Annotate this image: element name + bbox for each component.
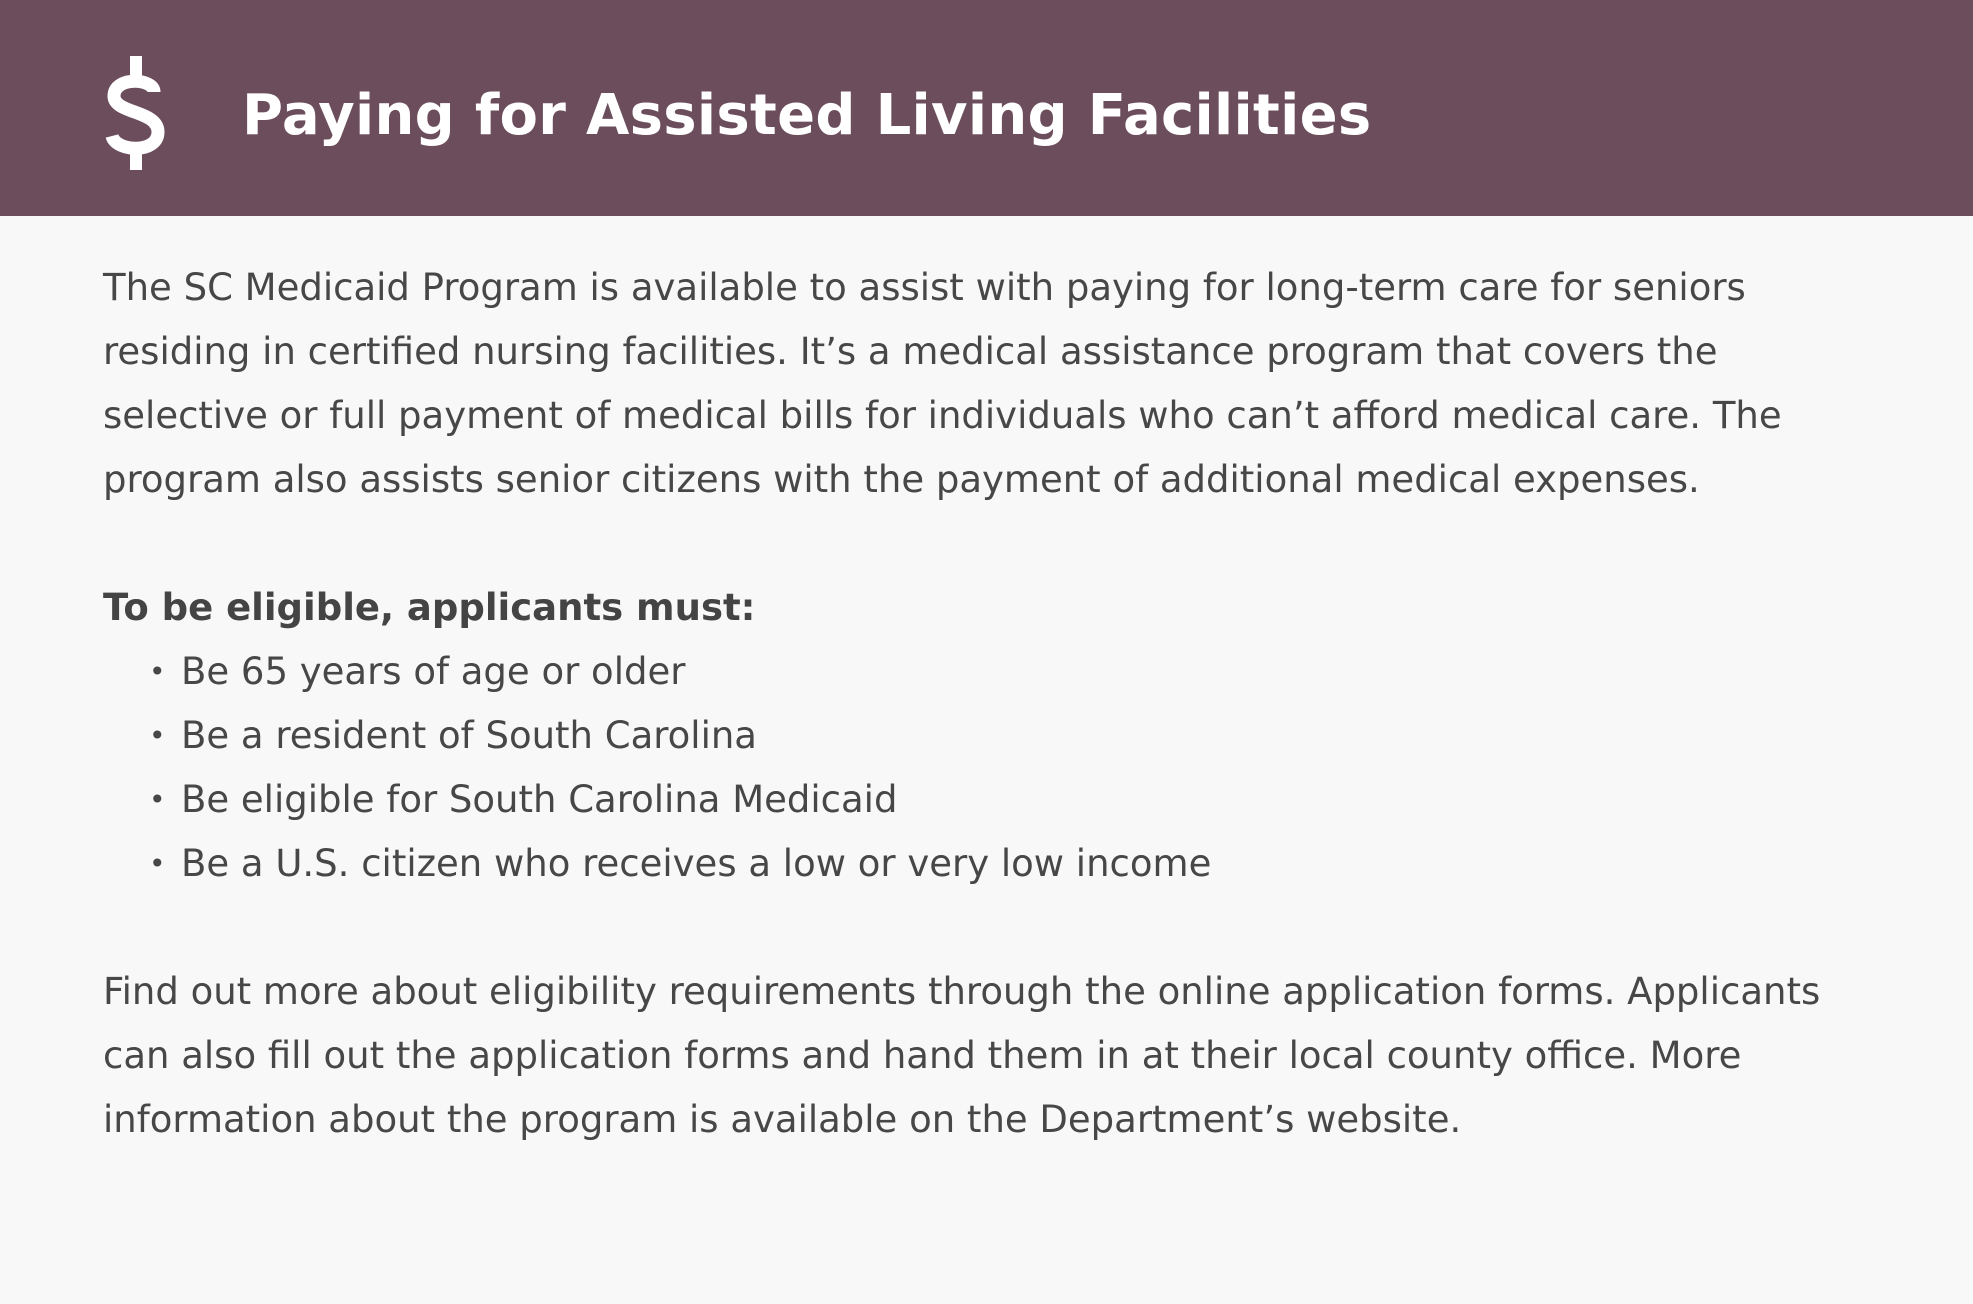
list-item [103, 768, 1903, 832]
content-body [103, 256, 1903, 1152]
bullet: • [149, 783, 166, 816]
bullet: • [149, 719, 166, 752]
bullet: • [149, 847, 166, 880]
intro-paragraph: The SC Medicaid Program is available to assist with paying for long-term care for seniors residing in certified nursing facilities. It’s a medical assistance program that covers the selective or full payment of medical bills for individuals who can’t afford medical care. The program also assists senior citizens with the payment of additional medical expenses. [103, 266, 1782, 501]
page-title: Paying for Assisted Living Facilities [242, 83, 1372, 148]
requirement-text: Be eligible for South Carolina Medicaid [181, 778, 898, 821]
dollar-icon [96, 40, 176, 180]
list-item [103, 832, 1903, 896]
more-info-paragraph: Find out more about eligibility requirements through the online application forms. Applicants can also fill out the application forms and hand them in at their local county office. More information about the program is available on the Department’s website. [103, 970, 1821, 1141]
requirements-list [103, 640, 1903, 896]
bullet: • [149, 655, 166, 688]
requirement-text: Be a resident of South Carolina [181, 714, 757, 757]
eligibility-heading: To be eligible, applicants must: [103, 586, 756, 629]
list-item [103, 640, 1903, 704]
header-banner [0, 0, 1973, 216]
requirement-text: Be a U.S. citizen who receives a low or very low income [181, 842, 1212, 885]
requirement-text: Be 65 years of age or older [181, 650, 686, 693]
list-item [103, 704, 1903, 768]
